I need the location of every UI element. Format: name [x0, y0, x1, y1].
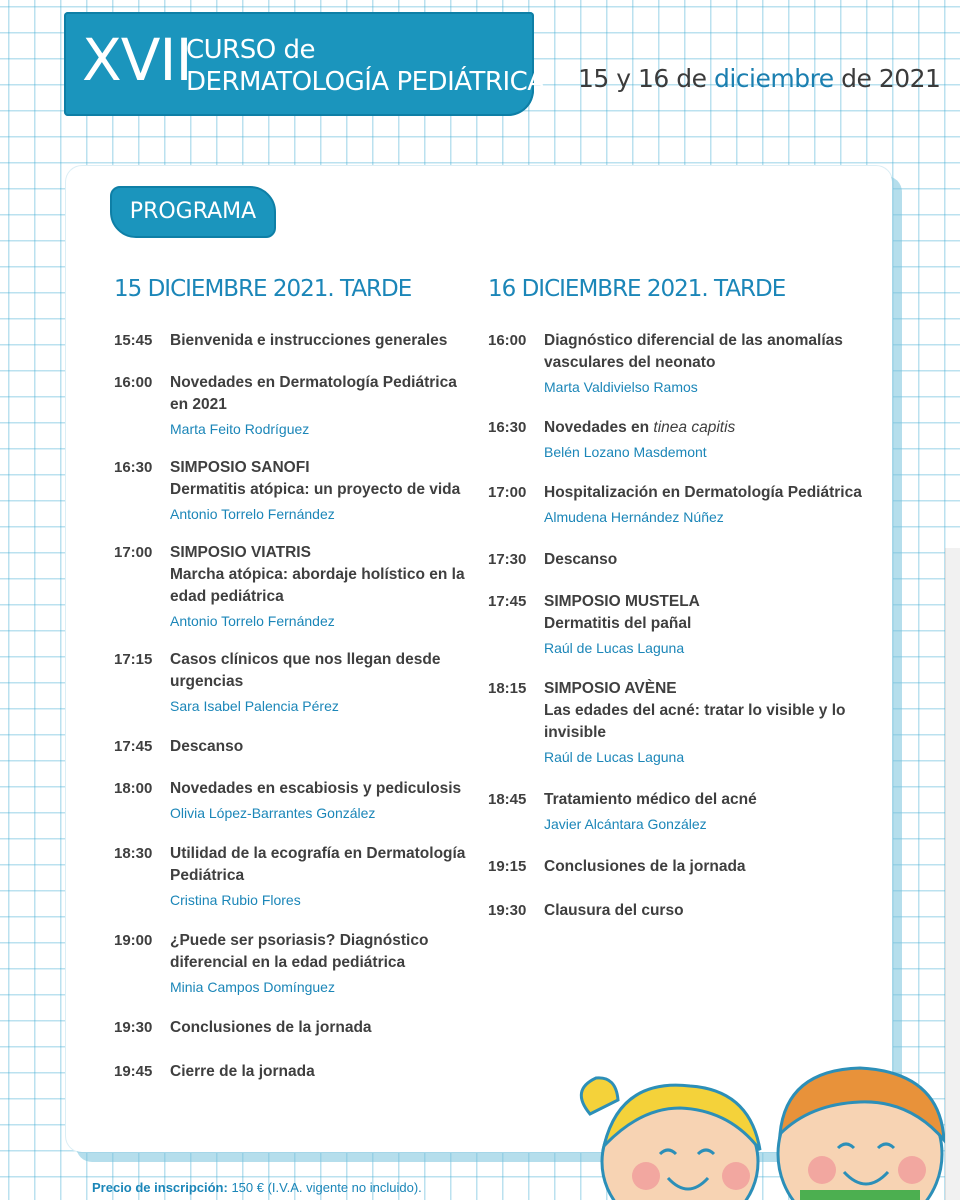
item-title: Novedades en escabiosis y pediculosis	[170, 780, 462, 797]
item-time: 17:15	[114, 651, 153, 668]
item-title: Conclusiones de la jornada	[170, 1019, 372, 1036]
item-title-text: Novedades en	[544, 419, 654, 436]
schedule-item	[488, 900, 868, 922]
date-pre: 15 y 16 de	[578, 64, 707, 93]
item-title: SIMPOSIO MUSTELA	[544, 593, 700, 610]
date-post: de 2021	[841, 64, 941, 93]
item-speaker: Marta Valdivielso Ramos	[544, 379, 698, 395]
item-time: 18:45	[488, 791, 527, 808]
item-time: 17:00	[114, 544, 153, 561]
course-title	[186, 34, 545, 98]
item-subtitle: Marcha atópica: abordaje holístico en la edad pediátrica	[170, 566, 465, 605]
item-title: SIMPOSIO SANOFI	[170, 459, 310, 476]
item-speaker: Belén Lozano Masdemont	[544, 444, 707, 460]
item-title-italic: tinea capitis	[653, 419, 736, 436]
item-title: Cierre de la jornada	[170, 1063, 315, 1080]
item-speaker: Antonio Torrelo Fernández	[170, 506, 335, 522]
programa-badge: PROGRAMA	[110, 186, 276, 238]
item-time: 17:45	[114, 738, 153, 755]
item-time: 17:45	[488, 593, 527, 610]
item-title: ¿Puede ser psoriasis? Diagnóstico diferencial en la edad pediátrica	[170, 932, 429, 971]
item-title: Hospitalización en Dermatología Pediátrica	[544, 484, 862, 501]
item-time: 19:30	[488, 902, 527, 919]
schedule-item	[488, 330, 868, 397]
item-title: Tratamiento médico del acné	[544, 791, 757, 808]
item-time: 16:30	[488, 419, 527, 436]
girl-face-illustration	[581, 1078, 760, 1200]
price-value: 150 € (I.V.A. vigente no incluido).	[231, 1180, 422, 1195]
item-title: Utilidad de la ecografía en Dermatología Pediátrica	[170, 845, 466, 884]
children-illustration	[560, 1050, 960, 1200]
schedule-item	[114, 542, 474, 631]
item-speaker: Cristina Rubio Flores	[170, 892, 301, 908]
day1-schedule	[114, 330, 474, 1083]
registration-price	[92, 1180, 422, 1195]
item-subtitle: Dermatitis del pañal	[544, 615, 692, 632]
item-speaker: Olivia López-Barrantes González	[170, 805, 376, 821]
item-speaker: Raúl de Lucas Laguna	[544, 749, 685, 765]
item-title: Diagnóstico diferencial de las anomalías vasculares del neonato	[544, 332, 843, 371]
item-speaker: Minia Campos Domínguez	[170, 979, 335, 995]
day2-title: 16 DICIEMBRE 2021. TARDE	[488, 276, 786, 302]
schedule-item	[488, 417, 868, 462]
item-time: 17:00	[488, 484, 527, 501]
item-speaker: Sara Isabel Palencia Pérez	[170, 698, 339, 714]
item-speaker: Antonio Torrelo Fernández	[170, 613, 335, 629]
item-title: Conclusiones de la jornada	[544, 858, 746, 875]
item-time: 16:00	[114, 374, 153, 391]
schedule-item	[488, 856, 868, 878]
schedule-item	[488, 678, 868, 767]
schedule-item	[488, 482, 868, 527]
item-time: 19:30	[114, 1019, 153, 1036]
item-title: Casos clínicos que nos llegan desde urgencias	[170, 651, 441, 690]
item-time: 17:30	[488, 551, 527, 568]
schedule-item	[114, 649, 474, 716]
schedule-item	[114, 736, 474, 758]
item-title: Descanso	[544, 551, 618, 568]
item-speaker: Marta Feito Rodríguez	[170, 421, 310, 437]
event-dates	[578, 64, 940, 93]
schedule-item	[114, 778, 474, 823]
schedule-item	[488, 789, 868, 834]
schedule-item	[488, 549, 868, 571]
item-time: 19:45	[114, 1063, 153, 1080]
item-speaker: Javier Alcántara González	[544, 816, 707, 832]
schedule-item	[114, 372, 474, 439]
boy-face-illustration	[778, 1068, 944, 1200]
item-title	[544, 417, 868, 439]
schedule-item	[488, 591, 868, 658]
item-time: 16:30	[114, 459, 153, 476]
item-title: SIMPOSIO VIATRIS	[170, 544, 311, 561]
course-title-line2: DERMATOLOGÍA PEDIÁTRICA	[186, 67, 545, 97]
schedule-item	[114, 457, 474, 524]
day2-schedule	[488, 330, 868, 922]
item-subtitle: Dermatitis atópica: un proyecto de vida	[170, 481, 461, 498]
schedule-item	[114, 930, 474, 997]
date-month: diciembre	[713, 64, 834, 93]
course-title-line1: CURSO de	[186, 35, 315, 65]
item-time: 16:00	[488, 332, 527, 349]
edition-number: XVII	[82, 26, 192, 94]
schedule-item	[114, 1017, 474, 1039]
item-subtitle: Las edades del acné: tratar lo visible y lo invisible	[544, 702, 846, 741]
schedule-item	[114, 330, 474, 352]
item-speaker: Raúl de Lucas Laguna	[544, 640, 685, 656]
schedule-item	[114, 1061, 474, 1083]
item-title: Clausura del curso	[544, 902, 684, 919]
item-title: Descanso	[170, 738, 244, 755]
item-time: 19:00	[114, 932, 153, 949]
item-title: Bienvenida e instrucciones generales	[170, 332, 448, 349]
item-speaker: Almudena Hernández Núñez	[544, 509, 724, 525]
item-time: 18:15	[488, 680, 527, 697]
scrollbar[interactable]	[945, 548, 960, 1200]
item-time: 18:00	[114, 780, 153, 797]
schedule-item	[114, 843, 474, 910]
item-title: Novedades en Dermatología Pediátrica en 2021	[170, 374, 457, 413]
item-time: 19:15	[488, 858, 527, 875]
item-title: SIMPOSIO AVÈNE	[544, 680, 677, 697]
item-time: 15:45	[114, 332, 153, 349]
item-time: 18:30	[114, 845, 153, 862]
day1-title: 15 DICIEMBRE 2021. TARDE	[114, 276, 412, 302]
price-label: Precio de inscripción:	[92, 1180, 228, 1195]
